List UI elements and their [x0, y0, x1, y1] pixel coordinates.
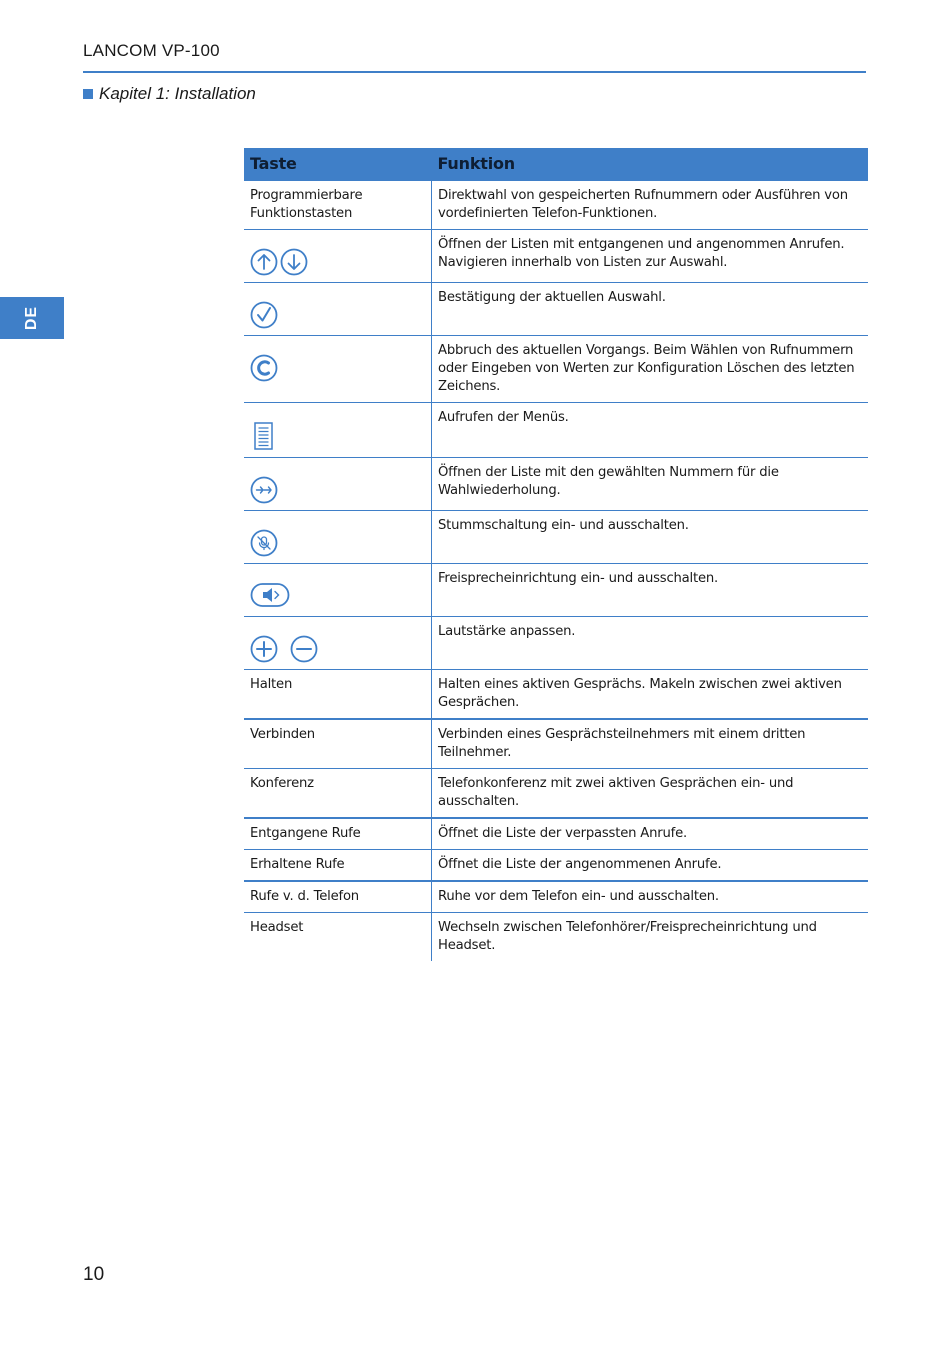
column-header-key: Taste [244, 148, 432, 181]
key-cell [244, 336, 432, 403]
arrow-down-icon [280, 248, 308, 276]
product-name: LANCOM VP-100 [83, 41, 220, 60]
page-number: 10 [83, 1264, 105, 1285]
function-cell: Freisprecheinrichtung ein- und ausschalten. [432, 564, 869, 617]
checkmark-icon [250, 301, 278, 329]
function-cell: Direktwahl von gespeicherten Rufnummern oder Ausführen von vordefinierten Telefon-Funktionen. [432, 181, 869, 230]
speaker-icon [250, 582, 290, 608]
table-row [244, 283, 868, 336]
key-cell [244, 564, 432, 617]
key-cell: Entgangene Rufe [244, 818, 432, 850]
table-row [244, 913, 868, 962]
minus-icon [290, 635, 318, 663]
arrow-up-icon [250, 248, 278, 276]
language-tab [0, 297, 64, 339]
menu-icon [250, 421, 278, 451]
table-row [244, 617, 868, 670]
language-tab-label: DE [22, 305, 40, 331]
table-row [244, 850, 868, 882]
function-cell: Öffnet die Liste der angenommenen Anrufe. [432, 850, 869, 882]
key-cell: Halten [244, 670, 432, 720]
key-cell [244, 230, 432, 283]
function-cell: Lautstärke anpassen. [432, 617, 869, 670]
key-cell: Programmierbare Funktionstasten [244, 181, 432, 230]
table-row [244, 769, 868, 819]
key-function-table [244, 148, 868, 961]
chapter-marker-icon [83, 89, 93, 99]
c-cancel-icon [250, 354, 278, 382]
function-cell: Öffnet die Liste der verpassten Anrufe. [432, 818, 869, 850]
column-header-function: Funktion [432, 148, 869, 181]
function-cell: Öffnen der Liste mit den gewählten Nummern für die Wahlwiederholung. [432, 458, 869, 511]
key-cell: Erhaltene Rufe [244, 850, 432, 882]
table-row [244, 230, 868, 283]
table-row [244, 458, 868, 511]
table-header-row [244, 148, 868, 181]
table-row [244, 881, 868, 913]
function-cell: Telefonkonferenz mit zwei aktiven Gesprächen ein- und ausschalten. [432, 769, 869, 819]
key-cell [244, 511, 432, 564]
key-cell [244, 617, 432, 670]
key-cell: Rufe v. d. Telefon [244, 881, 432, 913]
function-cell: Stummschaltung ein- und ausschalten. [432, 511, 869, 564]
chapter-heading [83, 84, 256, 104]
table-row [244, 564, 868, 617]
table-row [244, 336, 868, 403]
table-row [244, 719, 868, 769]
table-row [244, 670, 868, 720]
table-row [244, 181, 868, 230]
function-cell: Verbinden eines Gesprächsteilnehmers mit einem dritten Teilnehmer. [432, 719, 869, 769]
header-rule [83, 71, 866, 73]
mute-icon [250, 529, 278, 557]
function-cell: Bestätigung der aktuellen Auswahl. [432, 283, 869, 336]
key-cell [244, 283, 432, 336]
function-cell: Öffnen der Listen mit entgangenen und angenommen Anrufen. Navigieren innerhalb von Listen zur Auswahl. [432, 230, 869, 283]
table-row [244, 403, 868, 458]
function-cell: Abbruch des aktuellen Vorgangs. Beim Wählen von Rufnummern oder Eingeben von Werten zur Konfiguration Löschen des letzten Zeichens. [432, 336, 869, 403]
function-cell: Halten eines aktiven Gesprächs. Makeln zwischen zwei aktiven Gesprächen. [432, 670, 869, 720]
function-cell: Aufrufen der Menüs. [432, 403, 869, 458]
key-cell: Konferenz [244, 769, 432, 819]
key-cell: Verbinden [244, 719, 432, 769]
key-cell [244, 403, 432, 458]
function-cell: Ruhe vor dem Telefon ein- und ausschalten. [432, 881, 869, 913]
function-cell: Wechseln zwischen Telefonhörer/Freisprecheinrichtung und Headset. [432, 913, 869, 962]
table-row [244, 818, 868, 850]
key-cell [244, 458, 432, 511]
redial-icon [250, 476, 278, 504]
table-row [244, 511, 868, 564]
plus-icon [250, 635, 278, 663]
chapter-title: Kapitel 1: Installation [99, 84, 256, 103]
key-cell: Headset [244, 913, 432, 962]
